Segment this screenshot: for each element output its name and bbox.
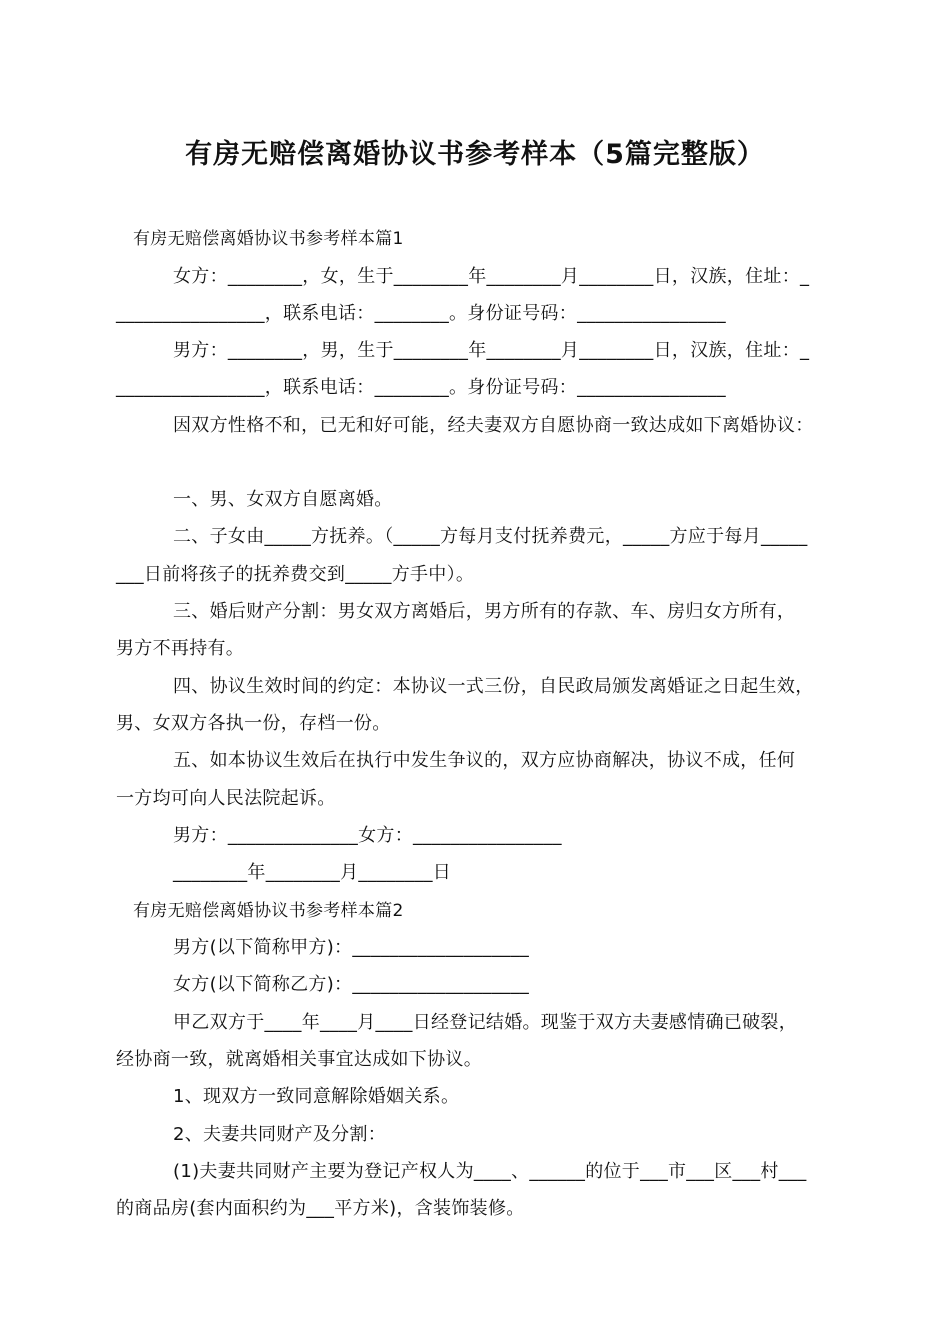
section-heading-2: 有房无赔偿离婚协议书参考样本篇2 bbox=[133, 901, 404, 921]
text-line: 男方：________，男，生于________年________月________日，汉族，住址：_ bbox=[173, 340, 810, 361]
section-heading-1: 有房无赔偿离婚协议书参考样本篇1 bbox=[133, 229, 404, 249]
text-line: 一、男、女双方自愿离婚。 bbox=[173, 489, 393, 510]
text-line: 三、婚后财产分割：男女双方离婚后，男方所有的存款、车、房归女方所有， bbox=[173, 601, 796, 622]
text-line: 2、夫妻共同财产及分割： bbox=[173, 1124, 387, 1145]
text-line: ________________，联系电话：________。身份证号码：________________ bbox=[116, 377, 726, 398]
text-line: 经协商一致，就离婚相关事宜达成如下协议。 bbox=[116, 1049, 482, 1070]
text-line: ___日前将孩子的抚养费交到_____方手中）。 bbox=[116, 564, 475, 585]
text-line: 五、如本协议生效后在执行中发生争议的，双方应协商解决，协议不成，任何 bbox=[173, 750, 796, 771]
text-line: 一方均可向人民法院起诉。 bbox=[116, 788, 336, 809]
text-line: 1、现双方一致同意解除婚姻关系。 bbox=[173, 1086, 460, 1107]
text-line: 因双方性格不和，已无和好可能，经夫妻双方自愿协商一致达成如下离婚协议： bbox=[173, 415, 814, 436]
text-line: 甲乙双方于____年____月____日经登记结婚。现鉴于双方夫妻感情确已破裂， bbox=[173, 1012, 797, 1033]
date-line: ________年________月________日 bbox=[173, 862, 452, 883]
text-line: 男方(以下简称甲方)：___________________ bbox=[173, 937, 530, 958]
text-line: 二、子女由_____方抚养。（_____方每月支付抚养费元，_____方应于每月_____ bbox=[173, 526, 808, 547]
text-line: 的商品房(套内面积约为___平方米)，含装饰装修。 bbox=[116, 1198, 525, 1219]
signature-line: 男方：______________女方：________________ bbox=[173, 825, 562, 846]
text-line: 男方不再持有。 bbox=[116, 638, 245, 659]
text-line: (1)夫妻共同财产主要为登记产权人为____、______的位于___市___区___村___ bbox=[173, 1161, 807, 1182]
text-line: 女方(以下简称乙方)：___________________ bbox=[173, 974, 530, 995]
text-line: 男、女双方各执一份，存档一份。 bbox=[116, 713, 391, 734]
text-line: ________________，联系电话：________。身份证号码：________________ bbox=[116, 303, 726, 324]
document-title: 有房无赔偿离婚协议书参考样本（5篇完整版） bbox=[185, 139, 765, 170]
text-line: 四、协议生效时间的约定：本协议一式三份，自民政局颁发离婚证之日起生效， bbox=[173, 676, 814, 697]
text-line: 女方：________，女，生于________年________月________日，汉族，住址：_ bbox=[173, 266, 810, 287]
